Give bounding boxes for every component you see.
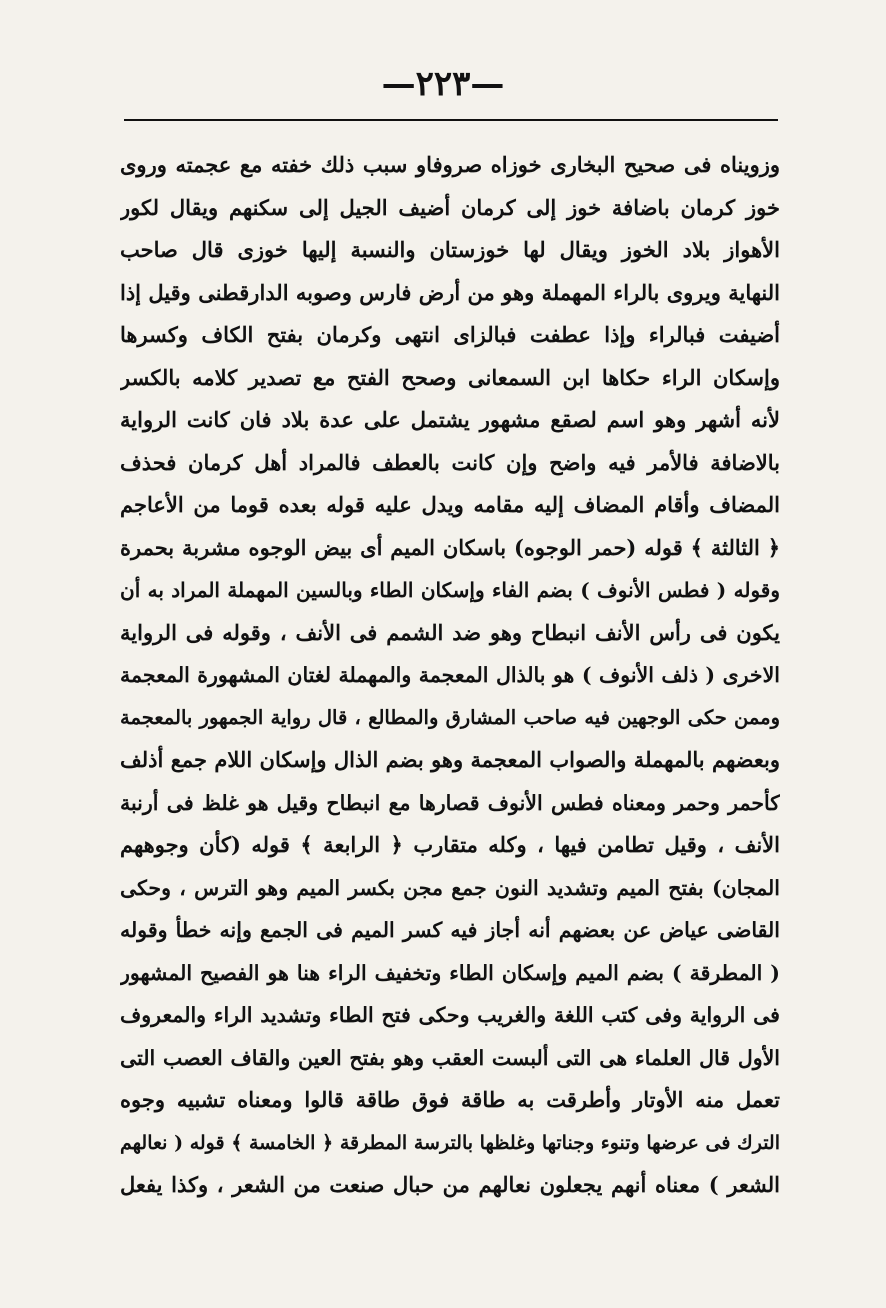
text-line: خوز كرمان باضافة خوز إلى كرمان أضيف الجيل إلى سكنهم ويقال لكور — [120, 194, 780, 220]
text-line: أضيفت فبالراء وإذا عطفت فبالزاى انتهى وكرمان بفتح الكاف وكسرها — [120, 322, 780, 347]
text-line: القاضى عياض عن بعضهم أنه أجاز فيه كسر الميم فى الجمع وإنه خطأ وقوله — [120, 918, 780, 942]
header-rule — [124, 119, 778, 121]
text-line: وإسكان الراء حكاها ابن السمعانى وصحح الفتح مع تصدير كلامه بالكسر — [120, 364, 780, 390]
text-line: ( المطرقة ) بضم الميم وإسكان الطاء وتخفيف الراء هنا هو الفصيح المشهور — [120, 960, 780, 985]
text-line: فى الرواية وفى كتب اللغة والغريب وحكى فتح الطاء وتشديد الراء والمعروف — [120, 1003, 780, 1027]
text-line: وبعضهم بالمهملة والصواب المعجمة وهو بضم الذال وإسكان اللام جمع أذلف — [120, 747, 780, 772]
page-number: —٢٢٣— — [381, 64, 505, 104]
text-line: الترك فى عرضها وتنوء وجناتها وغلظها بالترسة المطرقة ﴿ الخامسة ﴾ قوله ( نعالهم — [120, 1131, 780, 1154]
text-line: المضاف وأقام المضاف إليه مقامه ويدل عليه قوله بعده قوما من الأعاجم — [120, 492, 780, 517]
text-line: الاخرى ( ذلف الأنوف ) هو بالذال المعجمة والمهملة لغتان المشهورة المعجمة — [120, 663, 780, 687]
text-line: الشعر ) معناه أنهم يجعلون نعالهم من حبال صنعت من الشعر ، وكذا يفعل — [120, 1172, 780, 1197]
text-line: وزويناه فى صحيح البخارى خوزاه صروفاو سبب ذلك خفته مع عجمته وروى — [120, 152, 780, 177]
body-text — [120, 144, 780, 1207]
text-line: المجان) بفتح الميم وتشديد النون جمع مجن بكسر الميم وهو الترس ، وحكى — [120, 875, 780, 900]
text-line: يكون فى رأس الأنف انبطاح وهو ضد الشمم فى الأنف ، وقوله فى الرواية — [120, 619, 780, 645]
text-line: الأهواز بلاد الخوز ويقال لها خوزستان والنسبة إليها خوزى قال صاحب — [120, 237, 780, 262]
text-line: لأنه أشهر وهو اسم لصقع مشهور يشتمل على عدة بلاد فان كانت الرواية — [120, 407, 780, 432]
text-line: ﴿ الثالثة ﴾ قوله (حمر الوجوه) باسكان الميم أى بيض الوجوه مشربة بحمرة — [120, 534, 780, 560]
text-line: الأنف ، وقيل تطامن فيها ، وكله متقارب ﴿ الرابعة ﴾ قوله (كأن وجوههم — [120, 832, 780, 857]
text-line: كأحمر وحمر ومعناه فطس الأنوف قصارها مع انبطاح وقيل هو غلظ فى أرنبة — [120, 790, 780, 815]
text-line: النهاية ويروى بالراء المهملة وهو من أرض فارس وصوبه الدارقطنى وقيل إذا — [120, 279, 780, 305]
text-line: تعمل منه الأوتار وأطرقت به طاقة فوق طاقة قالوا ومعناه تشبيه وجوه — [120, 1087, 780, 1112]
text-line: الأول قال العلماء هى التى ألبست العقب وهو بفتح العين والقاف العصب التى — [120, 1045, 780, 1070]
text-line: وقوله ( فطس الأنوف ) بضم الفاء وإسكان الطاء وبالسين المهملة المراد به أن — [120, 578, 780, 602]
text-line: وممن حكى الوجهين فيه صاحب المشارق والمطالع ، قال رواية الجمهور بالمعجمة — [120, 705, 780, 729]
text-line: بالاضافة فالأمر فيه واضح وإن كانت بالعطف فالمراد أهل كرمان فحذف — [120, 449, 780, 475]
